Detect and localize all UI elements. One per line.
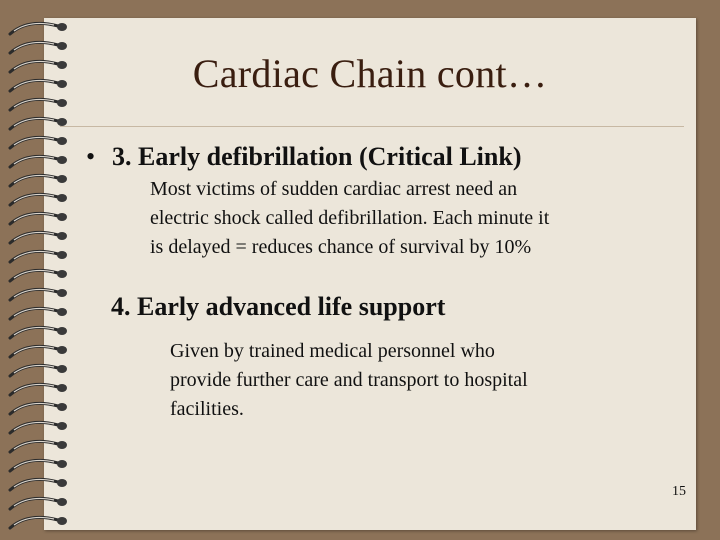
binder-ring	[10, 175, 67, 186]
item-3-heading-text: 3. Early defibrillation (Critical Link)	[112, 142, 522, 171]
binder-ring	[10, 365, 67, 376]
binder-ring	[10, 137, 67, 148]
slide-title: Cardiac Chain cont…	[192, 51, 548, 96]
binder-ring	[10, 517, 67, 528]
binder-ring	[10, 194, 67, 205]
binder-ring	[10, 289, 67, 300]
item-3-line: Most victims of sudden cardiac arrest need an	[150, 178, 518, 200]
binder-ring	[10, 308, 67, 319]
binder-ring	[10, 327, 67, 338]
item-3-body	[150, 175, 670, 262]
binder-ring	[10, 384, 67, 395]
binder-ring	[10, 156, 67, 167]
item-4-line: provide further care and transport to hospital	[170, 369, 528, 391]
item-3-line: is delayed = reduces chance of survival by 10%	[150, 236, 532, 258]
item-4-body	[170, 337, 650, 424]
item-4-line: Given by trained medical personnel who	[170, 340, 495, 362]
binder-ring	[10, 441, 67, 452]
item-4-line: facilities.	[170, 398, 244, 420]
item-4-heading: 4. Early advanced life support	[111, 292, 446, 321]
bullet-marker: •	[86, 142, 96, 171]
binder-ring	[10, 99, 67, 110]
item-3-line: electric shock called defibrillation. Each minute it	[150, 207, 550, 229]
binder-ring	[10, 23, 67, 34]
binder-ring	[10, 213, 67, 224]
binder-ring	[10, 498, 67, 509]
binder-ring	[10, 460, 67, 471]
page-number: 15	[672, 484, 686, 499]
binder-ring	[10, 251, 67, 262]
binder-ring	[10, 232, 67, 243]
binder-ring	[10, 118, 67, 129]
item-3-heading	[86, 142, 522, 172]
title-divider	[60, 126, 684, 127]
binder-ring	[10, 270, 67, 281]
binder-ring	[10, 479, 67, 490]
binder-ring	[10, 422, 67, 433]
binder-ring	[10, 346, 67, 357]
binder-ring	[10, 403, 67, 414]
